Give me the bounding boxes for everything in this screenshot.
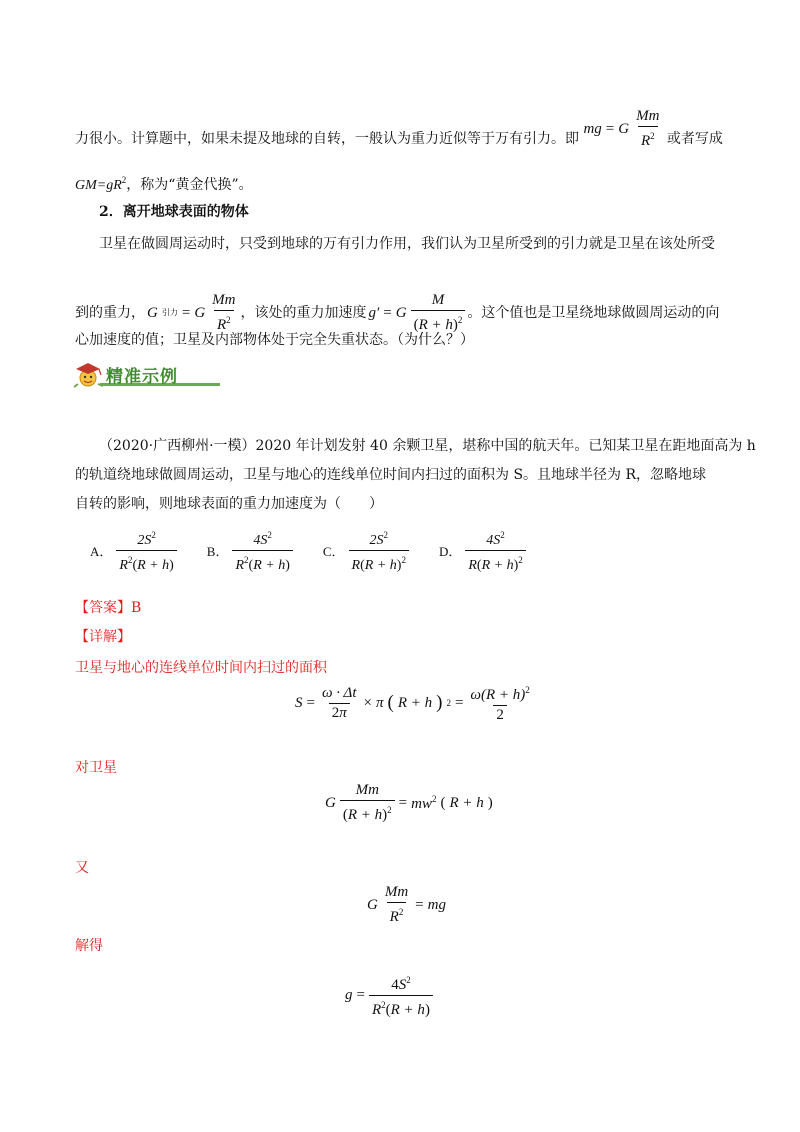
step-4-text: 解得 — [75, 938, 103, 954]
golden-substitution-formula: GM=gR — [75, 178, 122, 193]
step-3-text: 又 — [75, 860, 89, 876]
para-2-text-a: 到的重力， — [75, 305, 145, 321]
example-badge — [72, 360, 222, 390]
formula-gravity-force: G 引力 = G $\frac{Mm}{R^2}$ — [147, 292, 236, 333]
option-c[interactable]: C． $\frac{2S^2}{R(R + h)^2}$ — [323, 527, 409, 574]
step-2-text: 对卫星 — [75, 760, 117, 776]
detail-label: 【详解】 — [75, 629, 131, 645]
question-line-2: 的轨道绕地球做圆周运动，卫星与地心的连线单位时间内扫过的面积为 S。且地球半径为 R，忽略地球 — [75, 467, 707, 483]
intro-line-1 — [75, 108, 723, 160]
step-1-text: 卫星与地心的连线单位时间内扫过的面积 — [75, 660, 327, 676]
option-b[interactable]: B． $\frac{4S^2}{R^2(R + h)}$ — [207, 527, 293, 574]
equation-result: g = $\frac{4S^2}{R^2(R + h)}$ — [345, 972, 433, 1019]
equation-satellite-force: G $\frac{Mm}{(R + h)^2}$ = $mw^2$ ( R + h ) — [325, 782, 493, 823]
option-a[interactable]: A． $\frac{2S^2}{R^2(R + h)}$ — [90, 527, 177, 574]
equation-area-swept: S = $\frac{\omega \cdot \Delta t}{2\pi}$ × π ( R + h ) 2 = $\frac{\omega(R + h)^2}{2}$ — [295, 684, 530, 723]
question-line-3: 自转的影响，则地球表面的重力加速度为（ ） — [75, 496, 383, 512]
section-2-title: 2．离开地球表面的物体 — [99, 204, 249, 220]
formula-mg-equals-gravity: mg = G $\frac{Mm}{R^2}$ — [583, 108, 660, 149]
option-d[interactable]: D． $\frac{4S^2}{R(R + h)^2}$ — [439, 527, 526, 574]
para-2-text-c: 。这个值也是卫星绕地球做圆周运动的向 — [467, 305, 720, 321]
intro-or-text: 或者写成 — [666, 131, 723, 147]
option-a-label: A． — [90, 544, 113, 559]
intro-line-2: $GM=gR^2$，称为“黄金代换”。 — [75, 175, 253, 193]
answer-options — [90, 527, 556, 574]
intro-text: 力很小。计算题中，如果未提及地球的自转，一般认为重力近似等于万有引力。即 — [75, 131, 579, 147]
golden-substitution-text: ，称为“黄金代换”。 — [126, 177, 253, 193]
section-2-para-1: 卫星在做圆周运动时，只受到地球的万有引力作用，我们认为卫星所受到的引力就是卫星在该处所受 — [99, 236, 715, 252]
para-2-text-b: ，该处的重力加速度 — [240, 305, 367, 321]
answer-label: 【答案】B — [75, 600, 142, 616]
section-2-para-3: 心加速度的值；卫星及内部物体处于完全失重状态。（为什么？） — [75, 332, 474, 348]
question-line-1: （2020·广西柳州·一模）2020 年计划发射 40 余颗卫星，堪称中国的航天年。已知某卫星在距地面高为 h — [99, 438, 756, 454]
option-c-label: C． — [322, 544, 345, 559]
formula-gravity-acceleration: g′ = G $\frac{M}{(R + h)^2}$ — [368, 292, 465, 334]
badge-title: 精准示例 — [106, 367, 178, 387]
equation-surface-gravity: G $\frac{Mm}{R^2}$ = mg — [367, 884, 446, 925]
option-b-label: B． — [206, 544, 229, 559]
option-d-label: D． — [438, 544, 462, 559]
subscript-yinli: 引力 — [161, 308, 178, 317]
section-2-para-2 — [75, 292, 719, 334]
